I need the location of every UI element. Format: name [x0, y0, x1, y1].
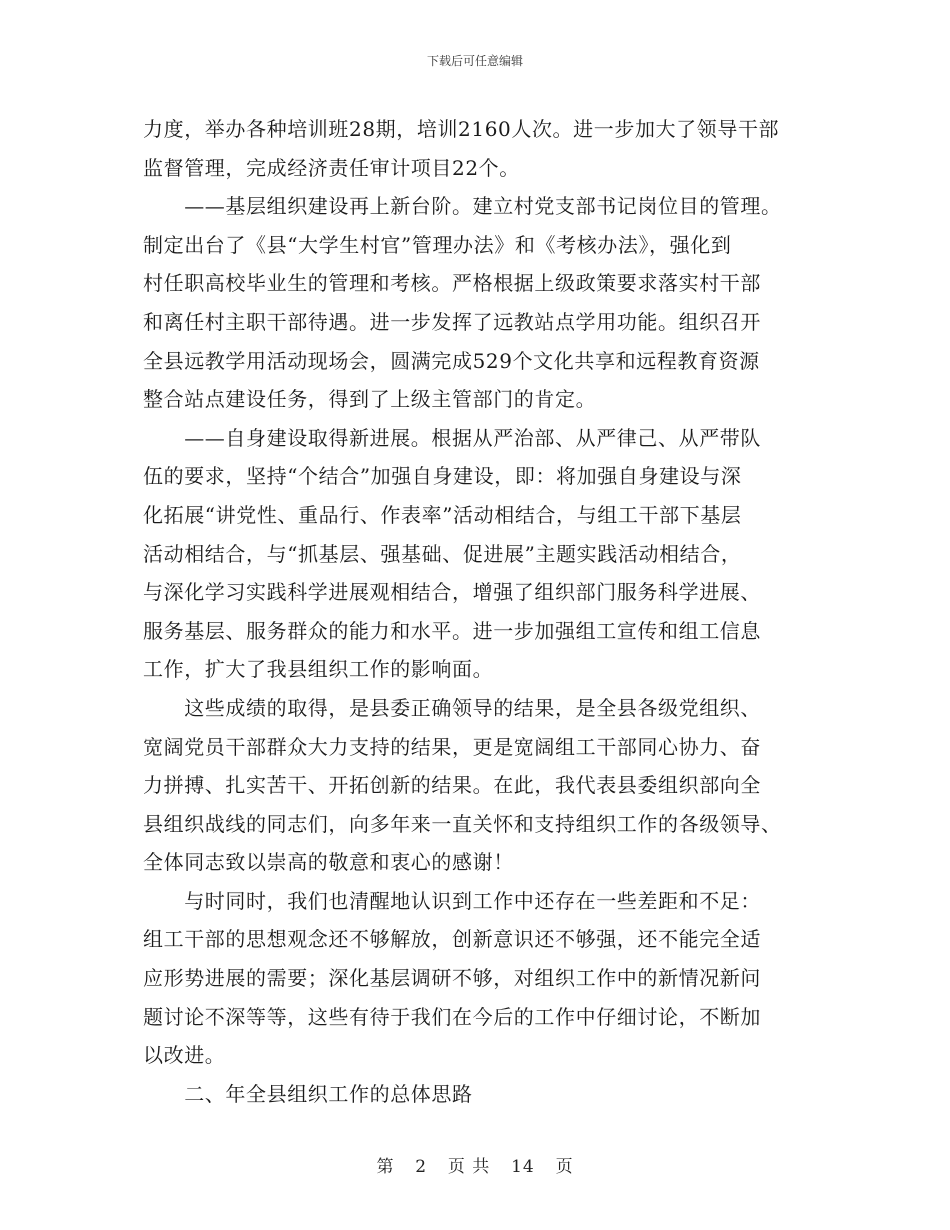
text-line: 力度，举办各种培训班28期，培训2160人次。进一步加大了领导干部 [143, 117, 780, 141]
text-line: 组工干部的思想观念还不够解放，创新意识还不够强，还不能完全适 [143, 927, 761, 952]
text-line: 全县远教学用活动现场会，圆满完成529个文化共享和远程教育资源 [143, 348, 760, 373]
text-line: 宽阔党员干部群众大力支持的结果，更是宽阔组工干部同心协力、奋 [143, 734, 761, 759]
document-body [143, 110, 813, 1113]
text-line: 这些成绩的取得，是县委正确领导的结果，是全县各级党组织、 [143, 695, 761, 720]
footer-prefix: 第 [376, 1157, 395, 1177]
text-line: 题讨论不深等等，这些有待于我们在今后的工作中仔细讨论，不断加 [143, 1004, 761, 1029]
text-line: 工作，扩大了我县组织工作的影响面。 [143, 657, 494, 682]
text-line: 以改进。 [143, 1043, 226, 1068]
text-line: 整合站点建设任务，得到了上级主管部门的肯定。 [143, 387, 597, 412]
text-line: ——自身建设取得新进展。根据从严治部、从严律己、从严带队 [143, 425, 761, 450]
text-line: 和离任村主职干部待遇。进一步发挥了远教站点学用功能。组织召开 [143, 309, 761, 334]
footer-suffix: 页 [555, 1157, 574, 1177]
text-line: 全体同志致以崇高的敬意和衷心的感谢！ [143, 850, 514, 875]
text-line: 与深化学习实践科学进展观相结合，增强了组织部门服务科学进展、 [143, 580, 761, 605]
page-header: 下载后可任意编辑 [426, 54, 523, 68]
text-line: 化拓展“讲党性、重品行、作表率”活动相结合，与组工干部下基层 [143, 502, 742, 527]
text-line: 力拼搏、扎实苦干、开拓创新的结果。在此，我代表县委组织部向全 [143, 773, 761, 798]
text-line: 县组织战线的同志们，向多年来一直关怀和支持组织工作的各级领导、 [143, 811, 782, 836]
text-line: 村任职高校毕业生的管理和考核。严格根据上级政策要求落实村干部 [143, 271, 761, 296]
text-line: 服务基层、服务群众的能力和水平。进一步加强组工宣传和组工信息 [143, 618, 761, 643]
section-heading: 二、年全县组织工作的总体思路 [143, 1081, 473, 1106]
total-pages: 14 [511, 1157, 535, 1177]
text-line: 监督管理，完成经济责任审计项目22个。 [143, 155, 520, 180]
text-line: 应形势进展的需要；深化基层调研不够，对组织工作中的新情况新问 [143, 966, 761, 991]
text-line: 活动相结合，与“抓基层、强基础、促进展”主题实践活动相结合， [143, 541, 742, 566]
text-line: ——基层组织建设再上新台阶。建立村党支部书记岗位目的管理。 [143, 194, 782, 219]
text-line: 制定出台了《县“大学生村官”管理办法》和《考核办法》，强化到 [143, 232, 732, 257]
text-line: 伍的要求，坚持“个结合”加强自身建设，即：将加强自身建设与深 [143, 464, 742, 489]
page-footer [0, 1152, 950, 1177]
page-number: 2 [415, 1157, 428, 1177]
footer-middle: 页 共 [447, 1157, 491, 1177]
text-line: 与时同时，我们也清醒地认识到工作中还存在一些差距和不足： [143, 888, 761, 913]
